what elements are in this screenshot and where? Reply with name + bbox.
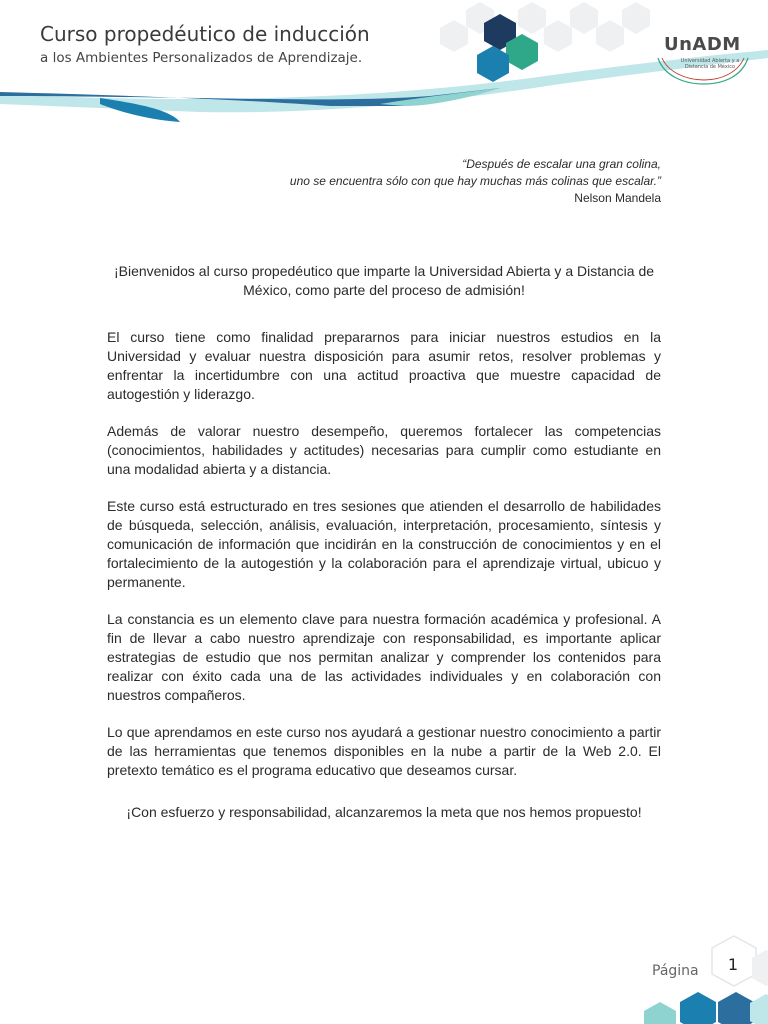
quote-line-2: uno se encuentra sólo con que hay muchas más colinas que escalar.” [289, 174, 661, 188]
page-header [0, 0, 768, 130]
paragraph: Lo que aprendamos en este curso nos ayudará a gestionar nuestro conocimiento a partir de las herramientas que tenemos disponibles en la nube a partir de la Web 2.0. El pretexto temático es el programa educativo que deseamos cursar. [107, 724, 661, 778]
unadm-logo [648, 30, 758, 86]
header-title: Curso propedéutico de inducción [40, 22, 370, 46]
paragraph: Además de valorar nuestro desempeño, queremos fortalecer las competencias (conocimientos, habilidades y actitudes) necesarias para cumplir como estudiante en una modalidad abierta y a distancia. [107, 423, 661, 477]
hexagon-blue [477, 46, 509, 82]
document-body [107, 262, 661, 780]
logo-caption: Universidad Abierta y a Distancia de México [680, 58, 740, 70]
background-hexagons [440, 2, 650, 52]
paragraph: El curso tiene como finalidad prepararnos para iniciar nuestros estudios en la Universidad y evaluar nuestra disposición para asumir retos, resolver problemas y enfrentar la incertidumbre con una actitud proactiva que muestre capacidad de autogestión y liderazgo. [107, 329, 661, 402]
page-number: 1 [727, 955, 739, 974]
paragraph: Este curso está estructurado en tres sesiones que atienden el desarrollo de habilidades de búsqueda, selección, análisis, evaluación, interpretación, procesamiento, síntesis y comunicación de información que incidirán en la construcción de conocimientos y en el fortalecimiento de la autogestión y la colaboración para el aprendizaje virtual, ubicuo y permanente. [107, 498, 661, 590]
welcome-paragraph: ¡Bienvenidos al curso propedéutico que imparte la Universidad Abierta y a Distancia de México, como parte del proceso de admisión! [113, 263, 655, 298]
epigraph-quote [161, 156, 661, 207]
quote-line-1: “Después de escalar una gran colina, [462, 157, 661, 171]
logo-text: UnADM [664, 34, 741, 55]
quote-author: Nelson Mandela [574, 191, 661, 205]
paragraph: La constancia es un elemento clave para nuestra formación académica y profesional. A fin de llevar a cabo nuestro aprendizaje con responsabilidad, es importante aplicar estrategias de estudio que nos permitan analizar y comprender los contenidos para realizar con éxito cada una de las actividades individuales y en colaboración con nuestros compañeros. [107, 611, 661, 703]
closing-sentence: ¡Con esfuerzo y responsabilidad, alcanzaremos la meta que nos hemos propuesto! [126, 804, 642, 820]
page-label: Página [652, 963, 699, 979]
header-subtitle: a los Ambientes Personalizados de Aprendizaje. [40, 50, 363, 66]
